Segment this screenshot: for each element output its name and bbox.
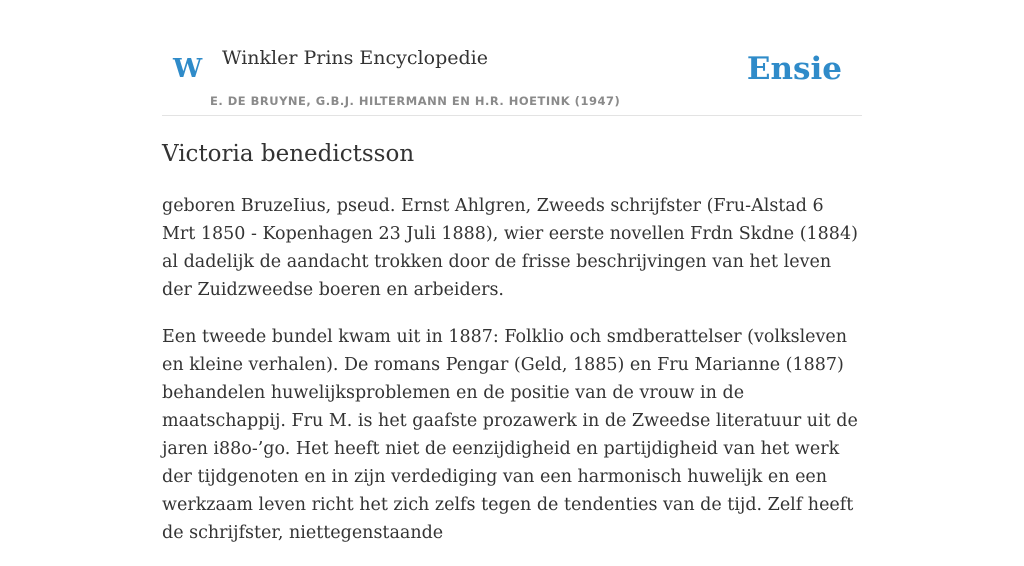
source-authors: E. DE BRUYNE, G.B.J. HILTERMANN EN H.R. HOETINK (1947) [210, 94, 621, 108]
entry-title: Victoria benedictsson [162, 141, 415, 167]
entry-body [162, 192, 862, 566]
brand-logo-link[interactable]: Ensie [746, 51, 842, 87]
source-header [162, 36, 862, 116]
paragraph: Een tweede bundel kwam uit in 1887: Folklio och smdberattelser (volksleven en kleine verhalen). De romans Pengar (Geld, 1885) en Fru Marianne (1887) behandelen huwelijksproblemen en de positie van de vrouw in de maatschappij. Fru M. is het gaafste prozawerk in de Zweedse literatuur uit de jaren i88o-’go. Het heeft niet de eenzijdigheid en partijdigheid van het werk der tijdgenoten en in zijn verdediging van een harmonisch huwelijk en een werkzaam leven richt het zich zelfs tegen de tendenties van de tijd. Zelf heeft de schrijfster, niettegenstaande [162, 327, 858, 543]
source-title-link[interactable]: Winkler Prins Encyclopedie [222, 47, 488, 69]
paragraph: geboren BruzeIius, pseud. Ernst Ahlgren, Zweeds schrijfster (Fru-Alstad 6 Mrt 1850 - Kopenhagen 23 Juli 1888), wier eerste novellen Frdn Skdne (1884) al dadelijk de aandacht trokken door de frisse beschrijvingen van het leven der Zuidzweedse boeren en arbeiders. [162, 196, 858, 300]
source-logo-icon[interactable]: W [173, 54, 203, 84]
